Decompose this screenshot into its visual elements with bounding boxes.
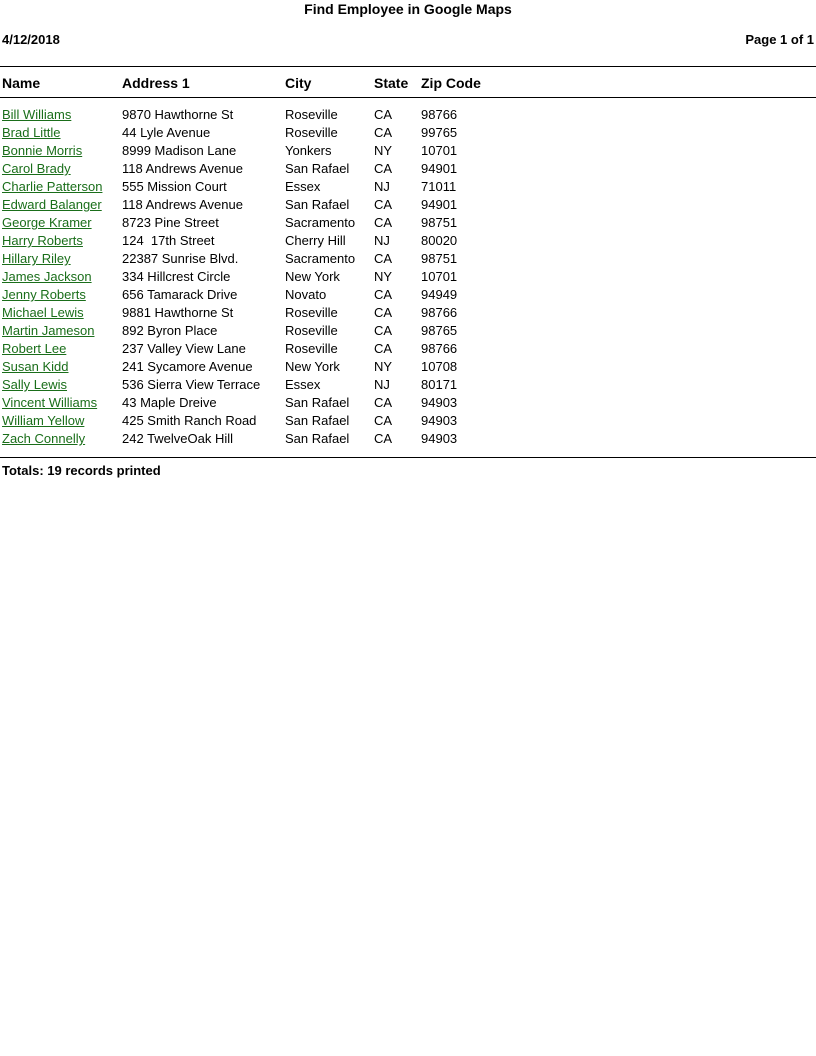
totals-line: Totals: 19 records printed	[2, 463, 161, 478]
address-cell: 44 Lyle Avenue	[122, 125, 211, 140]
table-row	[0, 358, 816, 376]
city-cell: Roseville	[285, 107, 338, 122]
column-header-row	[0, 75, 816, 93]
employee-name-cell	[2, 106, 71, 124]
table-row	[0, 178, 816, 196]
city-cell: Roseville	[285, 125, 338, 140]
address-cell: 555 Mission Court	[122, 179, 227, 194]
state-cell: CA	[374, 395, 393, 410]
employee-name-link[interactable]: Michael Lewis	[2, 305, 84, 320]
table-row	[0, 124, 816, 142]
table-row	[0, 142, 816, 160]
employee-name-link[interactable]: Edward Balanger	[2, 197, 102, 212]
table-row	[0, 214, 816, 232]
table-row	[0, 340, 816, 358]
table-row	[0, 268, 816, 286]
employee-name-link[interactable]: Bill Williams	[2, 107, 72, 122]
state-cell: NJ	[374, 377, 390, 392]
employee-name-link[interactable]: Zach Connelly	[2, 431, 86, 446]
zip-cell: 98751	[421, 215, 458, 230]
zip-cell: 94901	[421, 197, 458, 212]
zip-cell: 98765	[421, 323, 458, 338]
city-cell: Essex	[285, 377, 321, 392]
zip-cell: 94901	[421, 161, 458, 176]
state-cell: CA	[374, 287, 393, 302]
employee-name-link[interactable]: James Jackson	[2, 269, 92, 284]
column-header-state: State	[374, 75, 409, 91]
address-cell: 43 Maple Dreive	[122, 395, 217, 410]
city-cell: San Rafael	[285, 161, 350, 176]
page-number: Page 1 of 1	[745, 32, 814, 47]
table-row	[0, 286, 816, 304]
state-cell: CA	[374, 413, 393, 428]
city-cell: Yonkers	[285, 143, 332, 158]
address-cell: 241 Sycamore Avenue	[122, 359, 253, 374]
city-cell: San Rafael	[285, 197, 350, 212]
report-title: Find Employee in Google Maps	[304, 1, 512, 17]
state-cell: CA	[374, 431, 393, 446]
address-cell: 334 Hillcrest Circle	[122, 269, 231, 284]
city-cell: Roseville	[285, 305, 338, 320]
city-cell: Roseville	[285, 323, 338, 338]
employee-name-link[interactable]: Bonnie Morris	[2, 143, 83, 158]
address-cell: 9870 Hawthorne St	[122, 107, 234, 122]
zip-cell: 94903	[421, 431, 458, 446]
zip-cell: 94903	[421, 395, 458, 410]
zip-cell: 80020	[421, 233, 458, 248]
city-cell: Sacramento	[285, 215, 356, 230]
header-divider	[0, 97, 816, 98]
employee-name-cell	[2, 376, 67, 394]
city-cell: Sacramento	[285, 251, 356, 266]
employee-name-link[interactable]: Harry Roberts	[2, 233, 83, 248]
address-cell: 892 Byron Place	[122, 323, 218, 338]
table-row	[0, 196, 816, 214]
state-cell: NY	[374, 269, 393, 284]
zip-cell: 10708	[421, 359, 458, 374]
table-row	[0, 322, 816, 340]
employee-name-cell	[2, 430, 85, 448]
table-row	[0, 304, 816, 322]
employee-name-link[interactable]: Charlie Patterson	[2, 179, 103, 194]
employee-name-cell	[2, 304, 84, 322]
employee-name-link[interactable]: Robert Lee	[2, 341, 67, 356]
table-row	[0, 430, 816, 448]
table-row	[0, 376, 816, 394]
employee-name-cell	[2, 250, 71, 268]
city-cell: Cherry Hill	[285, 233, 346, 248]
employee-name-cell	[2, 322, 94, 340]
employee-name-link[interactable]: William Yellow	[2, 413, 85, 428]
address-cell: 118 Andrews Avenue	[122, 161, 243, 176]
state-cell: NY	[374, 143, 393, 158]
employee-name-link[interactable]: George Kramer	[2, 215, 92, 230]
report-date: 4/12/2018	[2, 32, 60, 47]
state-cell: CA	[374, 215, 393, 230]
city-cell: New York	[285, 269, 340, 284]
address-cell: 9881 Hawthorne St	[122, 305, 234, 320]
employee-name-cell	[2, 232, 83, 250]
employee-name-cell	[2, 142, 82, 160]
address-cell: 118 Andrews Avenue	[122, 197, 243, 212]
employee-name-link[interactable]: Jenny Roberts	[2, 287, 86, 302]
zip-cell: 94949	[421, 287, 458, 302]
city-cell: San Rafael	[285, 413, 350, 428]
city-cell: San Rafael	[285, 395, 350, 410]
employee-name-link[interactable]: Brad Little	[2, 125, 61, 140]
employee-name-link[interactable]: Carol Brady	[2, 161, 71, 176]
employee-name-cell	[2, 412, 84, 430]
city-cell: Essex	[285, 179, 321, 194]
table-row	[0, 394, 816, 412]
table-row	[0, 106, 816, 124]
zip-cell: 80171	[421, 377, 458, 392]
column-header-city: City	[285, 75, 312, 91]
employee-name-cell	[2, 340, 66, 358]
address-cell: 656 Tamarack Drive	[122, 287, 238, 302]
employee-name-cell	[2, 286, 86, 304]
employee-name-cell	[2, 268, 92, 286]
table-row	[0, 412, 816, 430]
table-row	[0, 250, 816, 268]
table-row	[0, 232, 816, 250]
state-cell: CA	[374, 341, 393, 356]
state-cell: CA	[374, 125, 393, 140]
state-cell: NJ	[374, 179, 390, 194]
employee-name-link[interactable]: Vincent Williams	[2, 395, 98, 410]
state-cell: CA	[374, 251, 393, 266]
column-header-zip: Zip Code	[421, 75, 481, 91]
state-cell: NY	[374, 359, 393, 374]
top-divider	[0, 66, 816, 67]
bottom-divider	[0, 457, 816, 458]
address-cell: 242 TwelveOak Hill	[122, 431, 234, 446]
address-cell: 8999 Madison Lane	[122, 143, 237, 158]
zip-cell: 98766	[421, 305, 458, 320]
state-cell: CA	[374, 323, 393, 338]
address-cell: 425 Smith Ranch Road	[122, 413, 257, 428]
state-cell: NJ	[374, 233, 390, 248]
state-cell: CA	[374, 161, 393, 176]
employee-name-link[interactable]: Hillary Riley	[2, 251, 71, 266]
table-row	[0, 160, 816, 178]
state-cell: CA	[374, 107, 393, 122]
city-cell: Roseville	[285, 341, 338, 356]
employee-name-cell	[2, 196, 102, 214]
employee-name-cell	[2, 214, 92, 232]
employee-name-cell	[2, 124, 61, 142]
zip-cell: 98766	[421, 341, 458, 356]
employee-name-cell	[2, 178, 102, 196]
employee-name-cell	[2, 160, 71, 178]
column-header-name: Name	[2, 75, 41, 91]
zip-cell: 98766	[421, 107, 458, 122]
address-cell: 124 17th Street	[122, 233, 215, 248]
city-cell: Novato	[285, 287, 327, 302]
zip-cell: 10701	[421, 269, 458, 284]
zip-cell: 94903	[421, 413, 458, 428]
employee-name-cell	[2, 394, 97, 412]
state-cell: CA	[374, 305, 393, 320]
zip-cell: 99765	[421, 125, 458, 140]
employee-name-link[interactable]: Susan Kidd	[2, 359, 69, 374]
employee-name-link[interactable]: Sally Lewis	[2, 377, 68, 392]
column-header-address: Address 1	[122, 75, 190, 91]
employee-list	[0, 106, 816, 448]
address-cell: 536 Sierra View Terrace	[122, 377, 261, 392]
zip-cell: 98751	[421, 251, 458, 266]
employee-name-cell	[2, 358, 69, 376]
zip-cell: 71011	[421, 179, 457, 194]
address-cell: 8723 Pine Street	[122, 215, 219, 230]
state-cell: CA	[374, 197, 393, 212]
city-cell: San Rafael	[285, 431, 350, 446]
address-cell: 22387 Sunrise Blvd.	[122, 251, 239, 266]
employee-name-link[interactable]: Martin Jameson	[2, 323, 95, 338]
address-cell: 237 Valley View Lane	[122, 341, 246, 356]
zip-cell: 10701	[421, 143, 458, 158]
city-cell: New York	[285, 359, 340, 374]
